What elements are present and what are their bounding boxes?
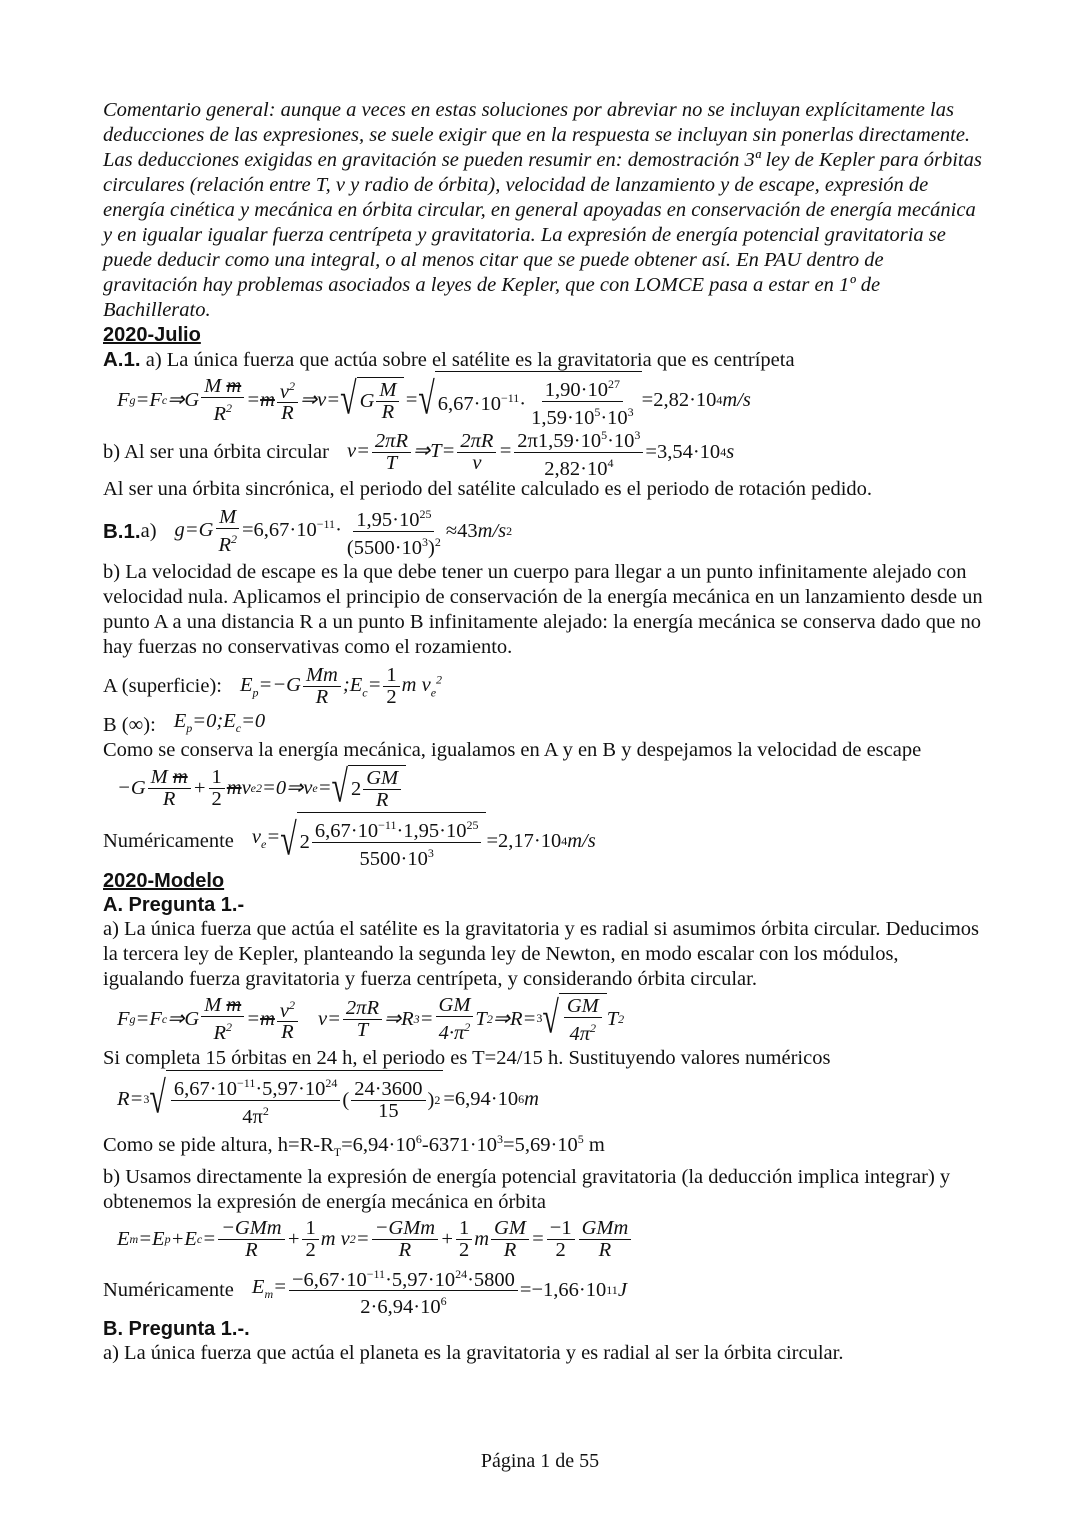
qa-R-equation: R= 3 √ $\frac{6,67\cdot 10^{-11}\cdot 5,97\cdot 10^{24}}{4\pi^2}$ ( $\frac{24\cdot 3600}{15}$ ) 2 =6,94·10 6 m (103, 1071, 983, 1127)
a1-label: A.1. (103, 348, 141, 371)
a1-equation: F g =F c ⇒G $\frac{\text{M m}}{R^2}$ = m $\frac{v^2}{R}$ ⇒v= √ G $\frac{M}{R}$ = √ $6,67\cdot 10^{-11}\cdot$ $\frac{1,90\cdot 10^{27}}{1,59\cdot 10^5\cdot 10^3}$ =2,82·10 4 m/s (103, 373, 983, 427)
b1-equation: B.1. a) g=G $\frac{M}{R^2}$ $=6,67\cdot 10^{-11}\cdot$ $\frac{1,95\cdot 10^{25}}{(5500\cdot 10^3)^2}$ ≈43 m/s 2 (103, 505, 513, 559)
qa-title: A. Pregunta 1.- (103, 894, 245, 916)
qa-num-label: Numéricamente (103, 1279, 234, 1302)
a1-result: =2,82·10 (641, 388, 717, 411)
qb-title: B. Pregunta 1.-. (103, 1317, 250, 1340)
qa-num-result: =−1,66·10 (519, 1279, 607, 1302)
qa-energy-equation: E m =E p +E c = $\frac{\text{−GMm}}{R}$ + $\frac{1}{2}$ m v 2 = $\frac{\text{−GMm}}{R}$ + $\frac{1}{2}$ m $\frac{GM}{R}$ = $\frac{-1}{2}$ $\frac{\text{GMm}}{R}$ (103, 1215, 983, 1265)
page-footer: Página 1 de 55 (480, 1450, 600, 1472)
general-comment: Comentario general: aunque a veces en estas soluciones por abreviar no se incluyan explícitamente las deducciones de las expresiones, se suele exigir que en la respuesta se incluyan sin ponerlas directamente. Las deducciones exigidas en gravitación se pueden resumir en: demostración 3ª ley de Kepler para órbitas circulares (relación entre T, v y radio de órbita), velocidad de lanzamiento y de escape, expresión de energía cinética y mecánica en órbita circular, en general apoyadas en conservación de energía mecánica y en igualar igualar fuerza centrípeta y gravitatoria. La expresión de energía potencial gravitatoria se puede deducir como una integral, o al menos citar que se puede obtener así. En PAU dentro de gravitación hay problemas asociados a leyes de Kepler, que con LOMCE pasa a estar en 1º de Bachillerato. (103, 99, 982, 321)
qa-R-result: =6,94·10 (443, 1087, 519, 1110)
a1-unit: m/s (722, 388, 751, 411)
qa-numeric: Numéricamente $E_m=$ $\frac{-6,67\cdot 10^{-11}\cdot 5,97\cdot 10^{24}\cdot 5800}{2\cdot 6,94\cdot 10^6}$ =−1,66·10 11 J (103, 1265, 983, 1317)
a1-b-unit: s (726, 440, 735, 463)
b1-A-label: A (superficie): (103, 674, 222, 697)
qa-text: a) La única fuerza que actúa el satélite es la gravitatoria y es radial si asumimos órbita circular. Deducimos la tercera ley de Kepler, planteando la segunda ley de Newton, en modo escalar con los módulos, igualando fuerza gravitatoria y fuerza centrípeta, y considerando órbita circular. (103, 918, 980, 990)
qa-orbits: Si completa 15 órbitas en 24 h, el periodo es T=24/15 h. Sustituyendo valores numéricos (103, 1047, 831, 1069)
b1-result: ≈43 (445, 519, 478, 542)
qa-altura: Como se pide altura, $h=R-R_T=6,94\cdot 10^6-6371\cdot 10^3=5,69\cdot 10^5$ m (103, 1132, 605, 1159)
b1-a: a) (140, 519, 157, 542)
section-title-2020-modelo: 2020-Modelo (103, 870, 225, 892)
qa-kepler-equation: F g =F c ⇒G $\frac{\text{M m}}{R^2}$ = m $\frac{v^2}{R}$ v= $\frac{2\pi R}{T}$ ⇒R 3 = $\frac{GM}{4\cdot\pi^2}$ T 2 ⇒R= 3 √ $\frac{GM}{4\pi^2}$ T 2 (117, 993, 625, 1045)
b1-B-label: B (∞): (103, 713, 156, 736)
qa-altura-unit: m (583, 1133, 605, 1156)
qb-text: a) La única fuerza que actúa el planeta es la gravitatoria y es radial al ser la órbita circular. (103, 1341, 844, 1364)
b1-conserva: Como se conserva la energía mecánica, igualamos en A y en B y despejamos la velocidad de escape (103, 739, 922, 761)
b1-unit: m/s (477, 519, 507, 542)
b1-num-label: Numéricamente (103, 829, 234, 852)
b1-num-result: =2,17·10 (486, 829, 562, 852)
qa-R-unit: m (524, 1087, 539, 1110)
b1-label: B.1. (103, 519, 141, 543)
a1-sync-text: Al ser una órbita sincrónica, el periodo del satélite calculado es el periodo de rotación pedido. (103, 478, 873, 500)
b1-numeric: Numéricamente $v_e=$ √ 2 $\frac{6,67\cdot 10^{-11}\cdot 1,95\cdot 10^{25}}{5500\cdot 10^3}$ =2,17·10 4 m/s (103, 813, 983, 869)
qa-num-unit: J (617, 1279, 627, 1302)
qa-b-text: b) Usamos directamente la expresión de energía potencial gravitatoria (la deducción implica integrar) y obtenemos la expresión de energía mecánica en órbita (103, 1165, 951, 1213)
b1-A-equation: A (superficie): $E_p=-G$ $\frac{Mm}{R}$ $;E_c=$ $\frac{1}{2}$ m $v_e^2$ (103, 663, 443, 708)
b1-num-unit: m/s (567, 829, 596, 852)
qa-altura-part3: =5,69·10 (503, 1133, 578, 1156)
b1-escape-equation: −G $\frac{\text{M m}}{R}$ + $\frac{1}{2}$ m v e 2 =0⇒v e = √ 2 $\frac{GM}{R}$ (103, 763, 983, 813)
a1-b-text: b) Al ser una órbita circular (103, 440, 329, 463)
qa-altura-part1: =6,94·10 (341, 1133, 416, 1156)
section-title-2020-julio: 2020-Julio (103, 324, 201, 346)
page-content (103, 98, 983, 1366)
a1-b-equation: b) Al ser una órbita circular v= $\frac{2\pi R}{T}$ ⇒T= $\frac{2\pi R}{v}$ = $\frac{2\pi 1,59\cdot 10^5\cdot 10^3}{2,82\cdot 10^4}$ =3,54·10 4 s (103, 427, 983, 477)
a1-text: a) La única fuerza que actúa sobre el satélite es la gravitatoria que es centrípeta (140, 349, 795, 371)
qa-altura-part2: -6371·10 (421, 1133, 498, 1156)
qa-altura-text: Como se pide altura, h=R-R (103, 1133, 334, 1156)
b1-text: b) La velocidad de escape es la que debe tener un cuerpo para llegar a un punto infinitamente alejado con velocidad nula. Aplicamos el principio de conservación de la energía mecánica en un lanzamiento desde un punto A a una distancia R a un punto B infinitamente alejado: la energía mecánica se conserva dado que no hay fuerzas no conservativas como el rozamiento. (103, 561, 983, 658)
a1-statement (103, 347, 983, 373)
b1-B-equation: B (∞): $E_p=0;E_c=0$ (103, 709, 266, 736)
a1-b-result: =3,54·10 (645, 440, 721, 463)
